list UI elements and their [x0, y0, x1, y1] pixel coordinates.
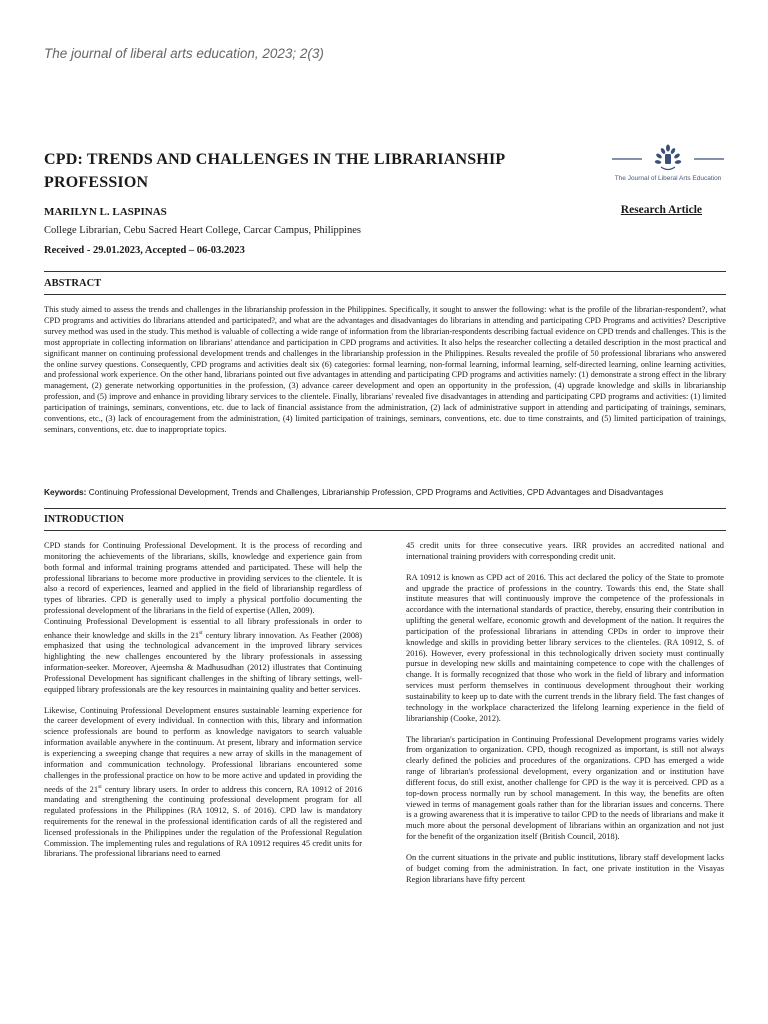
paragraph: 45 credit units for three consecutive years. IRR provides an accredited national and international training providers with corresponding credit unit.	[406, 541, 724, 561]
article-title: CPD: TRENDS AND CHALLENGES IN THE LIBRARIANSHIP PROFESSION	[44, 151, 505, 191]
divider	[44, 530, 726, 531]
abstract-heading: ABSTRACT	[44, 278, 102, 289]
paragraph	[44, 706, 362, 861]
divider	[44, 294, 726, 295]
author-affiliation: College Librarian, Cebu Sacred Heart College, Carcar Campus, Philippines	[44, 225, 361, 236]
article-type-label: Research Article	[620, 204, 702, 216]
abstract-body: This study aimed to assess the trends and challenges in the librarianship profession in the Philippines. Specifically, it sought to answer the following: what is the profile of the librarian-respondent?, what CPD programs and activities do librarians attended and participated?, and what are the advantages and disadvantages do librarians in attending and participating CPD Programs and activities? Descriptive survey method was used in the study. This method is valuable of collecting a wide range of information from the librarian-respondents describing factual evidence on CPD trends and challenges. This is the most appropriate in collecting information on librarians' attendance and participation in CPD programs and activities. It also helps the researcher collecting a detailed description in the most practical and significant manner on continuing professional development trends and challenges in the librarianship profession in the Philippines. Results revealed the profile of 50 professional librarians who answered the online survey questions. Consequently, CPD programs and activities dealt six (6) categories: formal learning, non-formal learning, informal learning, self-directed learning, online learning activities, and professional work experience. On the other hand, librarians pointed out five advantages in attending and participating CPD programs and activities namely: (1) demonstrate a strong effect in the library management, (2) generate networking opportunities in the profession, (3) advance career development and open an opportunity in the profession, (4) upgrade knowledge and skills in librarianship profession, and (5) improve and enhance in providing library services to the clientele. Finally, librarians' revealed five disadvantages in attending and participating CPD programs and activities: (1) limited participation of trainings, seminars, conventions, etc. due to lack of financial assistance from the administration, (2) lack of administrative support in attending and participating of trainings, seminars, conventions, etc., (3) lack of encouragement from the administration, (4) limited participation of trainings, seminars, conventions, etc. due to time constraints, and (5) limited participation of trainings, seminars, conventions, etc. due to inappropriate topics.	[44, 305, 726, 434]
keywords	[44, 487, 726, 497]
submission-dates: Received - 29.01.2023, Accepted – 06-03.2023	[44, 245, 245, 256]
superscript: st	[199, 629, 203, 636]
journal-citation: The journal of liberal arts education, 2023; 2(3)	[44, 46, 324, 61]
body-column-right	[406, 541, 724, 895]
paragraph-text: Continuing Professional Development is essential to all library professionals in order to enhance their knowledge and skills in the 21	[44, 616, 362, 640]
paragraph: RA 10912 is known as CPD act of 2016. This act declared the policy of the State to promote and upgrade the practice of professions in the country. Towards this end, the State shall institute measures that will continuously improve the competence of the professionals in accordance with the international standards of practice, thereby, ensuring their contribution in uplifting the general welfare, economic growth and development of the nation. It requires the participation of the professional librarians in attending CPDs in order to improve their knowledge and skills in providing better library services to the clienteles. (RA 10912, S. of 2016). However, every professional in this technologically driven society must continually pursue in developing new skills and maintaining competence to cope with the challenges of change. It is formally recognized that those who work in the field of library and information services must perform themselves in continuous development throughout their working sustainability to keep up to date with the current trends in the library field. The fast changes of technology in the workplace characterized the lifelong learning experience in the field of librarianship (Cooke, 2012).	[406, 572, 724, 723]
introduction-heading: INTRODUCTION	[44, 514, 125, 525]
divider	[44, 271, 726, 272]
author-name: MARILYN L. LASPINAS	[44, 206, 167, 218]
paragraph-text: Likewise, Continuing Professional Development ensures sustainable learning experience for the career development of every individual. In connection with this, library and information science professionals are bound to perform as knowledge navigators to search valuable information available anywhere in the continuum. At present, library and information service is experiencing a sweeping change that requires a new array of skills in the management of information and communication technology. Professional librarians encountered some challenges in the professional practice on how to be more active and updated in providing the needs of the 21	[44, 705, 362, 794]
paragraph: On the current situations in the private and public institutions, library staff development lacks of budget coming from the administration. In fact, one private institution in the Visayas Region librarians have fifty percent	[406, 852, 724, 884]
journal-logo	[612, 142, 724, 183]
body-column-left	[44, 541, 362, 870]
paragraph-text: century library users. In order to address this concern, RA 10912 of 2016 mandating and strengthening the continuing professional development program for all regulated professions in the Philippines (RA 10912, S. of 2016). CPD law is mandatory requirements for the renewal in the professional identification cards of all the registered and licensed professionals in the Philippines under the regulation of the Professional Regulation Commission. The implementing rules and regulations of RA 10912 requires 45 credit units for librarians. The professional librarians need to earned	[44, 784, 363, 859]
keywords-text: Continuing Professional Development, Trends and Challenges, Librarianship Profession, CPD Programs and Activities, CPD Advantages and Disadvantages	[88, 487, 664, 497]
divider	[44, 508, 726, 509]
keywords-label: Keywords:	[44, 487, 87, 497]
paragraph: The librarian's participation in Continuing Professional Development programs varies widely from organization to organization. CPD, though recognized as important, is still not always clearly defined the policies and procedures of the organizations. CPD has emerged a wide range of librarian's professional development, every organization and or institution have different focus, do still exist, another challenge for CPD is the way it is perceived. CPD as a top-down process normally run by school management. In this way, the benefits are often viewed in terms of management goals rather than for the librarian issues and concerns. There is a growing awareness that it is imperative to tailor CPD to the needs of librarians and make it much more about the personal development of librarians within an organization and not just for the benefit of the organization itself (British Council, 2018).	[406, 734, 724, 842]
paragraph: CPD stands for Continuing Professional Development. It is the process of recording and monitoring the achievements of the librarians, skills, knowledge and experience gain from both formal and informal training programs attended and participated. These will help the professional librarians to become more productive in providing services to the clientele. It is also a record of experiences, learned and applied in the field of librarianship regardless of types of libraries. CPD is generally used to imply a physical portfolio documenting the professional development of the librarians in the field of expertise (Allen, 2009).	[44, 541, 362, 616]
journal-logo-text: The Journal of Liberal Arts Education	[614, 175, 722, 182]
superscript: st	[98, 783, 102, 790]
laurel-emblem-icon	[612, 142, 724, 172]
paragraph	[44, 617, 362, 696]
paragraph-text: century library innovation. As Feather (2008) emphasized that using the technological advancement in the improved library services highlighting the new challenges encountered by the library professionals in assessing information-seeker. Moreover, Ajeemsha & Madhusudhan (2012) illustrates that Continuing Professional Development has significant challenges in the shifting of library settings, well-equipped library professionals are the key resources in maintaining quality and better services.	[44, 630, 362, 694]
